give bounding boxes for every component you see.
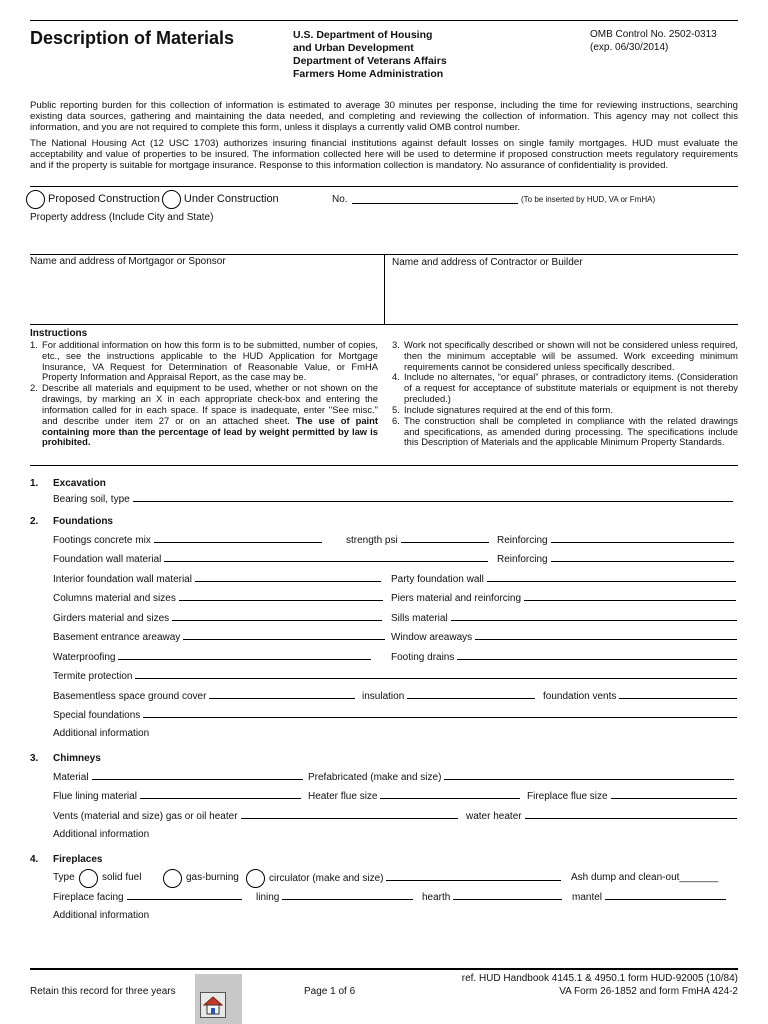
sills-field[interactable]: Sills material <box>391 612 737 625</box>
instruction-item: 4. Include no alternates, “or equal” phrases, or contradictory items. (Consideration of a request for acceptance of substitute materials or equipment is not thereby precluded.) <box>392 371 738 405</box>
proposed-construction-option[interactable] <box>26 190 160 209</box>
nha-notice: The National Housing Act (12 USC 1703) authorizes insuring financial institutions against default losses on single family mortgages. HUD must evaluate the acceptability and value of properties to be insured. The information collected here will be used to determine if proposed construction meets regulatory requirements and if the property is suitable for mortgage insurance. Response to this information collection is mandatory. No assurance of confidentiality is provided. <box>30 138 738 172</box>
basement-entrance-field[interactable]: Basement entrance areaway <box>53 631 385 644</box>
section-number: 4. <box>30 854 39 865</box>
fireplace-type-label: Type <box>53 872 75 883</box>
omb-control-number: OMB Control No. 2502-0313 <box>590 29 717 40</box>
section-number: 1. <box>30 478 39 489</box>
handbook-reference: ref. HUD Handbook 4145.1 & 4950.1 form HUD-92005 (10/84) <box>461 973 738 984</box>
under-construction-radio[interactable] <box>162 190 181 209</box>
divider <box>30 465 738 466</box>
under-construction-option[interactable] <box>162 190 279 209</box>
basementless-ground-cover-field[interactable]: Basementless space ground cover <box>53 690 355 703</box>
reinforcing-field[interactable]: Reinforcing <box>497 534 734 547</box>
footer-rule <box>30 968 738 970</box>
fireplace-facing-field[interactable]: Fireplace facing <box>53 891 242 904</box>
footing-drains-field[interactable]: Footing drains <box>391 651 737 664</box>
page-indicator: Page 1 of 6 <box>304 986 356 997</box>
divider <box>384 254 385 324</box>
gas-burning-radio[interactable] <box>163 869 182 888</box>
gas-burning-label: gas-burning <box>186 872 239 883</box>
fireplaces-additional-info-label: Additional information <box>53 910 150 921</box>
property-address-label: Property address (Include City and State) <box>30 212 214 223</box>
omb-block <box>590 29 717 54</box>
reinforcing-2-field[interactable]: Reinforcing <box>497 553 734 566</box>
case-number-note: (To be inserted by HUD, VA or FmHA) <box>521 195 656 204</box>
foundations-additional-info-label: Additional information <box>53 728 150 739</box>
interior-wall-field[interactable]: Interior foundation wall material <box>53 573 381 586</box>
agency-line: and Urban Development <box>293 42 414 55</box>
instruction-item: 5. Include signatures required at the end of this form. <box>392 403 613 415</box>
proposed-construction-label: Proposed Construction <box>48 193 160 206</box>
special-foundations-field[interactable]: Special foundations <box>53 709 737 722</box>
construction-status-row <box>26 190 281 209</box>
agency-line: Farmers Home Administration <box>293 68 444 81</box>
form-title: Description of Materials <box>30 28 235 48</box>
section-number: 2. <box>30 516 39 527</box>
circulator-radio[interactable] <box>246 869 265 888</box>
agency-block <box>293 29 447 82</box>
section-title-excavation: Excavation <box>53 478 106 489</box>
ash-dump-field[interactable]: Ash dump and clean-out_______ <box>571 872 719 883</box>
proposed-construction-radio[interactable] <box>26 190 45 209</box>
foundation-vents-field[interactable]: foundation vents <box>543 690 737 703</box>
under-construction-label: Under Construction <box>183 193 279 206</box>
hearth-field[interactable]: hearth <box>422 891 562 904</box>
prefabricated-field[interactable]: Prefabricated (make and size) <box>308 771 734 784</box>
solid-fuel-label: solid fuel <box>102 872 142 883</box>
case-number-field[interactable] <box>352 203 518 204</box>
home-button[interactable] <box>200 992 226 1018</box>
instruction-item: 1. For additional information on how this form is to be submitted, number of copies, etc., see the instructions applicable to the HUD Application for Mortgage Insurance, VA Request for Determination of Reasonable Value, or FmHA Property Information and Appraisal Report, as the case may be. <box>30 339 378 383</box>
fireplace-flue-field[interactable]: Fireplace flue size <box>527 790 737 803</box>
chimney-material-field[interactable]: Material <box>53 771 303 784</box>
agency-line: U.S. Department of Housing <box>293 29 433 41</box>
instructions-title: Instructions <box>30 328 88 339</box>
home-icon <box>201 993 225 1017</box>
mantel-field[interactable]: mantel <box>572 891 726 904</box>
divider <box>30 324 738 325</box>
insulation-field[interactable]: insulation <box>362 690 535 703</box>
flue-lining-field[interactable]: Flue lining material <box>53 790 301 803</box>
instruction-item: 2. Describe all materials and equipment to be used, whether or not shown on the drawings, by marking an X in each appropriate check-box and entering the information called for in each space. If space is inadequate, enter "See misc." and describe under item 27 or on an attached sheet. The use of paint containing more than the percentage of lead by weight permitted by law is prohibited. <box>30 382 378 448</box>
mortgagor-label: Name and address of Mortgagor or Sponsor <box>30 256 226 267</box>
strength-psi-field[interactable]: strength psi <box>346 534 489 547</box>
section-title-chimneys: Chimneys <box>53 753 101 764</box>
termite-protection-field[interactable]: Termite protection <box>53 670 737 683</box>
instruction-item: 6. The construction shall be completed in compliance with the related drawings and specifications, as amended during processing. The specifications include this Description of Materials and the applicable Minimum Property Standards. <box>392 414 738 448</box>
footings-field[interactable]: Footings concrete mix <box>53 534 322 547</box>
agency-line: Department of Veterans Affairs <box>293 55 447 68</box>
window-areaways-field[interactable]: Window areaways <box>391 631 737 644</box>
circulator-field[interactable]: circulator (make and size) <box>269 872 561 885</box>
divider <box>30 186 738 187</box>
section-title-foundations: Foundations <box>53 516 113 527</box>
instructions-left-column <box>30 340 378 448</box>
foundation-wall-field[interactable]: Foundation wall material <box>53 553 488 566</box>
instruction-item: 3. Work not specifically described or shown will not be considered unless required, then the minimum acceptable will be assumed. Work exceeding minimum requirements cannot be considered unless specifically described. <box>392 339 738 372</box>
lead-paint-warning: The use of paint containing more than the percentage of lead by weight permitted by law is prohibited. <box>42 414 378 448</box>
header-top-rule <box>30 20 738 21</box>
lining-field[interactable]: lining <box>256 891 413 904</box>
instructions-right-column <box>392 340 738 448</box>
burden-notice: Public reporting burden for this collection of information is estimated to average 30 minutes per response, including the time for reviewing instructions, searching existing data sources, gathering and maintaining the data needed, and completing and reviewing the collection of information. This agency may not collect this information, and you are not required to complete this form, unless it displays a currently valid OMB control number. <box>30 100 738 134</box>
section-number: 3. <box>30 753 39 764</box>
piers-field[interactable]: Piers material and reinforcing <box>391 592 736 605</box>
section-title-fireplaces: Fireplaces <box>53 854 103 865</box>
vents-field[interactable]: Vents (material and size) gas or oil heater <box>53 810 458 823</box>
water-heater-field[interactable]: water heater <box>466 810 737 823</box>
omb-expiration: (exp. 06/30/2014) <box>590 41 669 53</box>
solid-fuel-radio[interactable] <box>79 869 98 888</box>
contractor-label: Name and address of Contractor or Builder <box>392 257 583 268</box>
case-number-label: No. <box>332 194 348 205</box>
bearing-soil-field[interactable]: Bearing soil, type <box>53 493 733 506</box>
waterproofing-field[interactable]: Waterproofing <box>53 651 371 664</box>
chimneys-additional-info-label: Additional information <box>53 829 150 840</box>
party-wall-field[interactable]: Party foundation wall <box>391 573 736 586</box>
heater-flue-field[interactable]: Heater flue size <box>308 790 520 803</box>
girders-field[interactable]: Girders material and sizes <box>53 612 382 625</box>
columns-field[interactable]: Columns material and sizes <box>53 592 383 605</box>
retain-notice: Retain this record for three years <box>30 986 176 997</box>
form-reference: VA Form 26-1852 and form FmHA 424-2 <box>559 986 738 997</box>
